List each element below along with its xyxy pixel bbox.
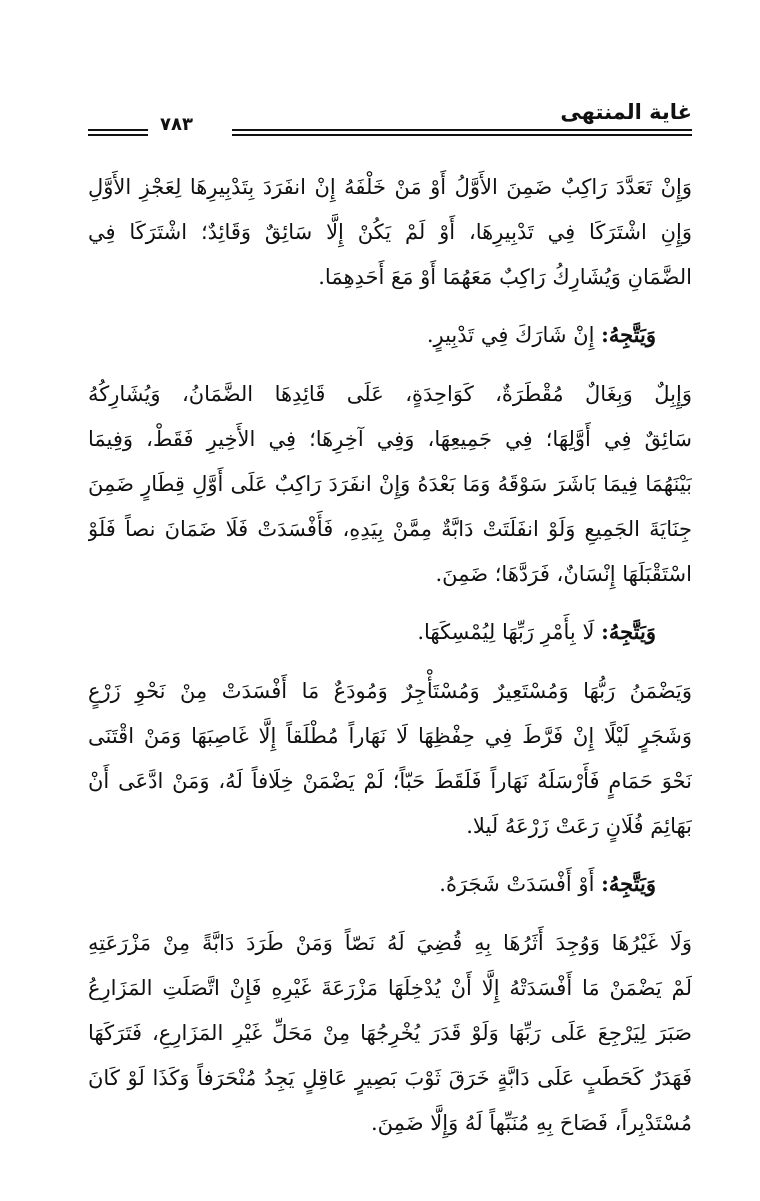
text-line: وَشَجَرٍ لَيْلًا إِنْ فَرَّطَ فِي حِفْظِهَا لَا نَهَاراً مُطْلَقاً إِلَّا غَاصِبَهَا وَمَنْ اقْتَنَى (88, 724, 692, 748)
paragraph (88, 669, 692, 849)
paragraph (88, 372, 692, 597)
note-text: لَا بِأَمْرِ رَبِّهَا لِيُمْسِكَهَا. (417, 620, 595, 644)
running-title: غاية المنتهى (560, 100, 692, 124)
text-line: جِنَايَةَ الجَمِيعِ وَلَوْ انفَلَتَتْ دَابَّةٌ مِمَّنْ بِيَدِهِ، فَأَفْسَدَتْ فَلَا ضَمَانَ نصاً فَلَوْ (88, 517, 692, 541)
text-line: لَمْ يَضْمَنْ مَا أَفْسَدَتْهُ إِلَّا أَنْ يُدْخِلَهَا مَزْرَعَةَ غَيْرِهِ فَإِنْ اتَّصَلَتِ المَزَارِعُ (88, 976, 692, 1000)
text-line: بَهَائِمَ فُلَانٍ رَعَتْ زَرْعَهُ لَيلا. (466, 814, 692, 838)
text-line: وَيَضْمَنُ رَبُّهَا وَمُسْتَعِيرٌ وَمُسْتَأْجِرٌ وَمُودَعٌ مَا أَفْسَدَتْ مِنْ نَحْوِ زَرْعٍ (88, 679, 692, 703)
text-line: صَبَرَ لِيَرْجِعَ عَلَى رَبِّهَا وَلَوْ قَدَرَ يُخْرِجُهَا مِنْ مَحَلِّ غَيْرِ المَزَارِعِ، فَتَرَكَهَا (88, 1021, 692, 1045)
text-line: وَإِنِ اشْتَرَكَا فِي تَدْبِيرِهَا، أَوْ لَمْ يَكُنْ إِلَّا سَائِقٌ وَقَائِدٌ؛ اشْتَرَكَا فِي (88, 220, 692, 244)
commentary-note (88, 312, 692, 358)
page-number: ٧٨٣ (154, 114, 199, 135)
paragraph (88, 165, 692, 300)
page-header (88, 100, 692, 144)
text-line: الضَّمَانِ وَيُشَارِكُ رَاكِبٌ مَعَهُمَا أَوْ مَعَ أَحَدِهِمَا. (318, 265, 692, 289)
text-line: اسْتَقْبَلَهَا إِنْسَانٌ، فَرَدَّهَا؛ ضَمِنَ. (435, 562, 692, 586)
note-text: أَوْ أَفْسَدَتْ شَجَرَهُ. (439, 872, 595, 896)
text-line: وَإِنْ تَعَدَّدَ رَاكِبٌ ضَمِنَ الأَوَّلُ أَوْ مَنْ خَلْفَهُ إِنْ انفَرَدَ بِتَدْبِيرِهَا لِعَجْزِ الأَوَّلِ (88, 175, 692, 199)
paragraph (88, 921, 692, 1146)
note-label: وَيَتَّجِهُ: (601, 871, 656, 896)
text-line: نَحْوَ حَمَامٍ فَأَرْسَلَهُ نَهَاراً فَلَقَطَ حَبّاً؛ لَمْ يَضْمَنْ خِلَافاً لَهُ، وَمَنْ ادَّعَى أَنْ (88, 769, 692, 793)
text-line: وَلَا غَيْرُهَا وَوُجِدَ أَثَرُهَا بِهِ قُضِيَ لَهُ نَصّاً وَمَنْ طَرَدَ دَابَّةً مِنْ مَزْرَعَتِهِ (88, 931, 692, 955)
note-label: وَيَتَّجِهُ: (601, 322, 656, 347)
text-line: بَيْنَهُمَا فِيمَا بَاشَرَ سَوْقَهُ وَمَا بَعْدَهُ وَإِنْ انفَرَدَ رَاكِبٌ عَلَى أَوَّلِ قِطَارٍ ضَمِنَ (88, 472, 692, 496)
note-label: وَيَتَّجِهُ: (601, 619, 656, 644)
text-line: مُسْتَدْبِراً، فَصَاحَ بِهِ مُنَبِّهاً لَهُ وَإِلَّا ضَمِنَ. (371, 1111, 692, 1135)
text-line: سَائِقٌ فِي أَوَّلِهَا؛ فِي جَمِيعِهَا، وَفِي آخِرِهَا؛ فِي الأَخِيرِ فَقَطْ، وَفِيمَا (88, 427, 692, 451)
body-text (88, 165, 692, 1158)
commentary-note (88, 861, 692, 907)
text-line: وَإِبِلٌ وَبِغَالٌ مُقْطَرَةٌ، كَوَاحِدَةٍ، عَلَى قَائِدِهَا الضَّمَانُ، وَيُشَارِكُهُ (88, 382, 692, 406)
note-text: إِنْ شَارَكَ فِي تَدْبِيرٍ. (426, 323, 595, 347)
commentary-note (88, 609, 692, 655)
text-line: فَهَدَرٌ كَحَطَبٍ عَلَى دَابَّةٍ خَرَقَ ثَوْبَ بَصِيرٍ عَاقِلٍ يَجِدُ مُنْحَرَفاً وَكَذَا لَوْ كَانَ (88, 1066, 692, 1090)
